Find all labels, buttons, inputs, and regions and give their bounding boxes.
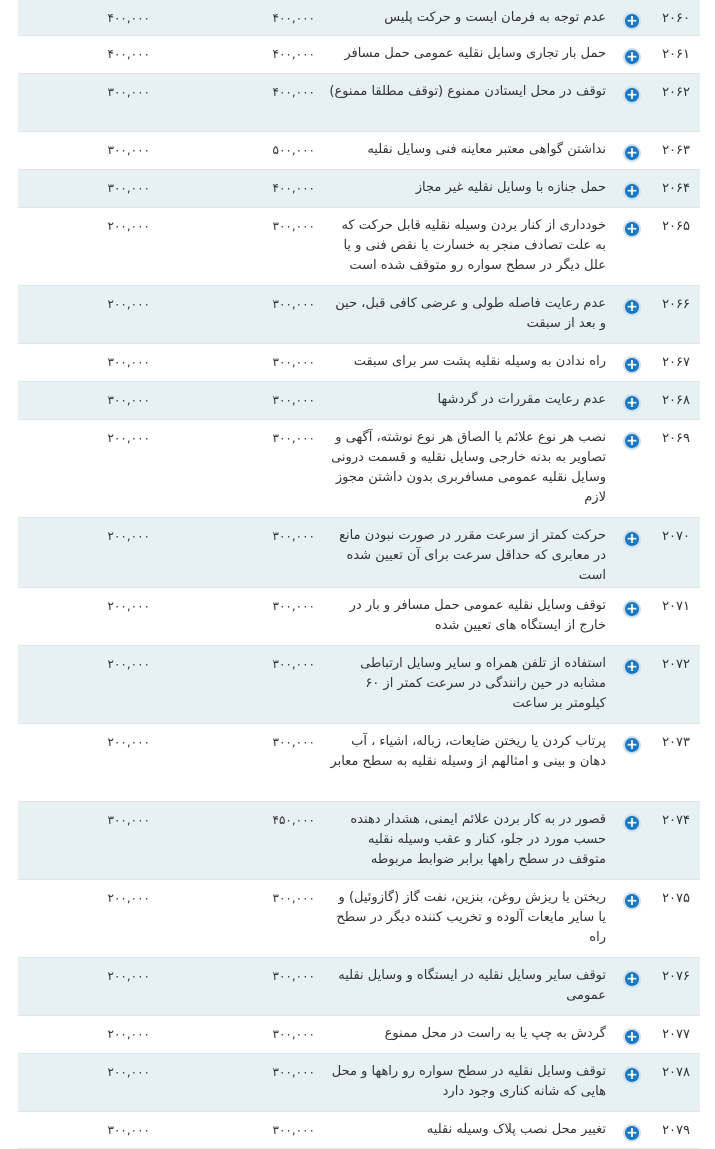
- expand-plus-icon[interactable]: +: [623, 970, 641, 988]
- table-row: [18, 382, 700, 420]
- fine-amount-secondary: ۴۰۰,۰۰۰: [107, 47, 150, 61]
- fine-amount-secondary: ۳۰۰,۰۰۰: [107, 813, 150, 827]
- expand-plus-icon[interactable]: +: [623, 1124, 641, 1142]
- expand-plus-icon[interactable]: +: [623, 182, 641, 200]
- violation-code: ۲۰۶۹: [662, 431, 690, 446]
- expand-plus-icon[interactable]: +: [623, 432, 641, 450]
- violation-description: تغییر محل نصب پلاک وسیله نقلیه: [426, 1122, 606, 1137]
- fine-amount-secondary: ۲۰۰,۰۰۰: [107, 657, 150, 671]
- table-row: [18, 518, 700, 588]
- fine-amount: ۳۰۰,۰۰۰: [272, 529, 315, 543]
- expand-plus-icon[interactable]: +: [623, 144, 641, 162]
- violation-description: حمل بار تجاری وسایل نقلیه عمومی حمل مسافر: [344, 46, 606, 61]
- fine-amount: ۴۰۰,۰۰۰: [272, 11, 315, 25]
- expand-plus-icon[interactable]: +: [623, 356, 641, 374]
- violation-description: گردش به چپ یا به راست در محل ممنوع: [384, 1026, 606, 1041]
- violation-description: نداشتن گواهی معتبر معاینه فنی وسایل نقلیه: [367, 142, 606, 157]
- fine-amount: ۳۰۰,۰۰۰: [272, 431, 315, 445]
- expand-plus-icon[interactable]: +: [623, 298, 641, 316]
- table-row: [18, 724, 700, 802]
- violation-description: عدم رعایت مقررات در گردشها: [437, 392, 606, 407]
- table-row: [18, 646, 700, 724]
- violation-description: توقف در محل ایستادن ممنوع (توقف مطلقا ممنوع): [329, 84, 606, 99]
- violation-code: ۲۰۷۵: [662, 891, 690, 906]
- violation-description: استفاده از تلفن همراه و سایر وسایل ارتباطی مشابه در حین رانندگی در سرعت کمتر از ۶۰ کیلومتر بر ساعت: [360, 656, 606, 711]
- violation-code: ۲۰۷۹: [662, 1123, 690, 1138]
- fine-amount: ۳۰۰,۰۰۰: [272, 969, 315, 983]
- fine-amount: ۴۰۰,۰۰۰: [272, 47, 315, 61]
- violation-code: ۲۰۷۰: [662, 529, 690, 544]
- fine-amount-secondary: ۲۰۰,۰۰۰: [107, 735, 150, 749]
- table-row: [18, 132, 700, 170]
- table-row: [18, 208, 700, 286]
- violation-code: ۲۰۶۱: [662, 47, 690, 62]
- fine-amount-secondary: ۲۰۰,۰۰۰: [107, 969, 150, 983]
- violation-description: توقف سایر وسایل نقلیه در ایستگاه و وسایل نقلیه عمومی: [338, 968, 606, 1003]
- violation-description: راه ندادن به وسیله نقلیه پشت سر برای سبقت: [353, 354, 606, 369]
- fine-amount-secondary: ۲۰۰,۰۰۰: [107, 1065, 150, 1079]
- fine-amount-secondary: ۲۰۰,۰۰۰: [107, 297, 150, 311]
- violation-description: توقف وسایل نقلیه در سطح سواره رو راهها و محل هایی که شانه کناری وجود دارد: [331, 1064, 606, 1099]
- fine-amount: ۴۵۰,۰۰۰: [272, 813, 315, 827]
- fine-amount-secondary: ۴۰۰,۰۰۰: [107, 11, 150, 25]
- violation-code: ۲۰۷۷: [662, 1027, 690, 1042]
- violation-code: ۲۰۷۶: [662, 969, 690, 984]
- fine-amount: ۳۰۰,۰۰۰: [272, 297, 315, 311]
- violations-table: [18, 0, 700, 1149]
- violation-description: قصور در به کار بردن علائم ایمنی، هشدار دهنده حسب مورد در جلو، کنار و عقب وسیله نقلیه متوقف در سطح راهها برابر ضوابط مربوطه: [350, 812, 606, 867]
- violation-description: حرکت کمتر از سرعت مقرر در صورت نبودن مانع در معابری که حداقل سرعت برای آن تعیین شده است: [339, 528, 606, 583]
- violation-description: توقف وسایل نقلیه عمومی حمل مسافر و بار در خارج از ایستگاه های تعیین شده: [349, 598, 606, 633]
- violation-code: ۲۰۶۶: [662, 297, 690, 312]
- fine-amount-secondary: ۳۰۰,۰۰۰: [107, 85, 150, 99]
- fine-amount-secondary: ۳۰۰,۰۰۰: [107, 355, 150, 369]
- violation-code: ۲۰۶۳: [662, 143, 690, 158]
- fine-amount: ۳۰۰,۰۰۰: [272, 1123, 315, 1137]
- table-row: [18, 802, 700, 880]
- expand-plus-icon[interactable]: +: [623, 600, 641, 618]
- violation-code: ۲۰۶۸: [662, 393, 690, 408]
- expand-plus-icon[interactable]: +: [623, 394, 641, 412]
- violation-code: ۲۰۷۲: [662, 657, 690, 672]
- table-row: [18, 74, 700, 132]
- fine-amount: ۴۰۰,۰۰۰: [272, 85, 315, 99]
- fine-amount-secondary: ۳۰۰,۰۰۰: [107, 181, 150, 195]
- fine-amount: ۳۰۰,۰۰۰: [272, 735, 315, 749]
- expand-plus-icon[interactable]: +: [623, 736, 641, 754]
- expand-plus-icon[interactable]: +: [623, 1066, 641, 1084]
- fine-amount: ۳۰۰,۰۰۰: [272, 657, 315, 671]
- table-row: [18, 0, 700, 36]
- expand-plus-icon[interactable]: +: [623, 892, 641, 910]
- table-row: [18, 1016, 700, 1054]
- violation-code: ۲۰۶۰: [662, 11, 690, 26]
- expand-plus-icon[interactable]: +: [623, 658, 641, 676]
- fine-amount-secondary: ۲۰۰,۰۰۰: [107, 1027, 150, 1041]
- violation-code: ۲۰۶۵: [662, 219, 690, 234]
- fine-amount-secondary: ۳۰۰,۰۰۰: [107, 143, 150, 157]
- fine-amount: ۴۰۰,۰۰۰: [272, 181, 315, 195]
- expand-plus-icon[interactable]: +: [623, 220, 641, 238]
- fine-amount-secondary: ۲۰۰,۰۰۰: [107, 219, 150, 233]
- table-row: [18, 36, 700, 74]
- expand-plus-icon[interactable]: +: [623, 48, 641, 66]
- violation-code: ۲۰۶۲: [662, 85, 690, 100]
- fine-amount: ۳۰۰,۰۰۰: [272, 355, 315, 369]
- violation-description: خودداری از کنار بردن وسیله نقلیه قابل حرکت که به علت تصادف منجر به خسارت یا نقص فنی و یا علل دیگر در سطح سواره رو متوقف شده است: [341, 218, 606, 273]
- violation-description: عدم توجه به فرمان ایست و حرکت پلیس: [384, 10, 606, 25]
- violation-description: پرتاب کردن یا ریختن ضایعات، زباله، اشیاء ، آب دهان و بینی و امثالهم از وسیله نقلیه به سطح معابر: [330, 734, 606, 769]
- table-row: [18, 880, 700, 958]
- fine-amount: ۳۰۰,۰۰۰: [272, 891, 315, 905]
- fine-amount: ۳۰۰,۰۰۰: [272, 1027, 315, 1041]
- fine-amount: ۳۰۰,۰۰۰: [272, 219, 315, 233]
- fine-amount: ۳۰۰,۰۰۰: [272, 599, 315, 613]
- violation-code: ۲۰۶۷: [662, 355, 690, 370]
- expand-plus-icon[interactable]: +: [623, 814, 641, 832]
- violation-description: نصب هر نوع علائم یا الصاق هر نوع نوشته، آگهی و تصاویر به بدنه خارجی وسایل نقلیه و قسمت درونی وسایل نقلیه عمومی مسافربری بدون داشتن مجوز لازم: [331, 430, 606, 505]
- table-row: [18, 958, 700, 1016]
- table-row: [18, 344, 700, 382]
- violation-code: ۲۰۷۳: [662, 735, 690, 750]
- fine-amount-secondary: ۲۰۰,۰۰۰: [107, 599, 150, 613]
- table-row: [18, 170, 700, 208]
- table-row: [18, 588, 700, 646]
- violation-description: عدم رعایت فاصله طولی و عرضی کافی قبل، حین و بعد از سبقت: [335, 296, 606, 331]
- fine-amount-secondary: ۳۰۰,۰۰۰: [107, 1123, 150, 1137]
- expand-plus-icon[interactable]: +: [623, 1028, 641, 1046]
- expand-plus-icon[interactable]: +: [623, 86, 641, 104]
- fine-amount: ۳۰۰,۰۰۰: [272, 1065, 315, 1079]
- expand-plus-icon[interactable]: +: [623, 12, 641, 30]
- fine-amount-secondary: ۲۰۰,۰۰۰: [107, 431, 150, 445]
- violation-description: ریختن یا ریزش روغن، بنزین، نفت گاز (گازوئیل) و یا سایر مایعات آلوده و تخریب کننده دیگر در سطح راه: [336, 890, 606, 945]
- table-row: [18, 420, 700, 518]
- violation-description: حمل جنازه با وسایل نقلیه غیر مجاز: [415, 180, 606, 195]
- fine-amount-secondary: ۲۰۰,۰۰۰: [107, 891, 150, 905]
- violation-code: ۲۰۷۸: [662, 1065, 690, 1080]
- violation-code: ۲۰۶۴: [662, 181, 690, 196]
- fine-amount: ۵۰۰,۰۰۰: [272, 143, 315, 157]
- fine-amount: ۳۰۰,۰۰۰: [272, 393, 315, 407]
- fine-amount-secondary: ۲۰۰,۰۰۰: [107, 529, 150, 543]
- table-row: [18, 286, 700, 344]
- violation-code: ۲۰۷۴: [662, 813, 690, 828]
- table-row: [18, 1054, 700, 1112]
- expand-plus-icon[interactable]: +: [623, 530, 641, 548]
- violation-code: ۲۰۷۱: [662, 599, 690, 614]
- fine-amount-secondary: ۳۰۰,۰۰۰: [107, 393, 150, 407]
